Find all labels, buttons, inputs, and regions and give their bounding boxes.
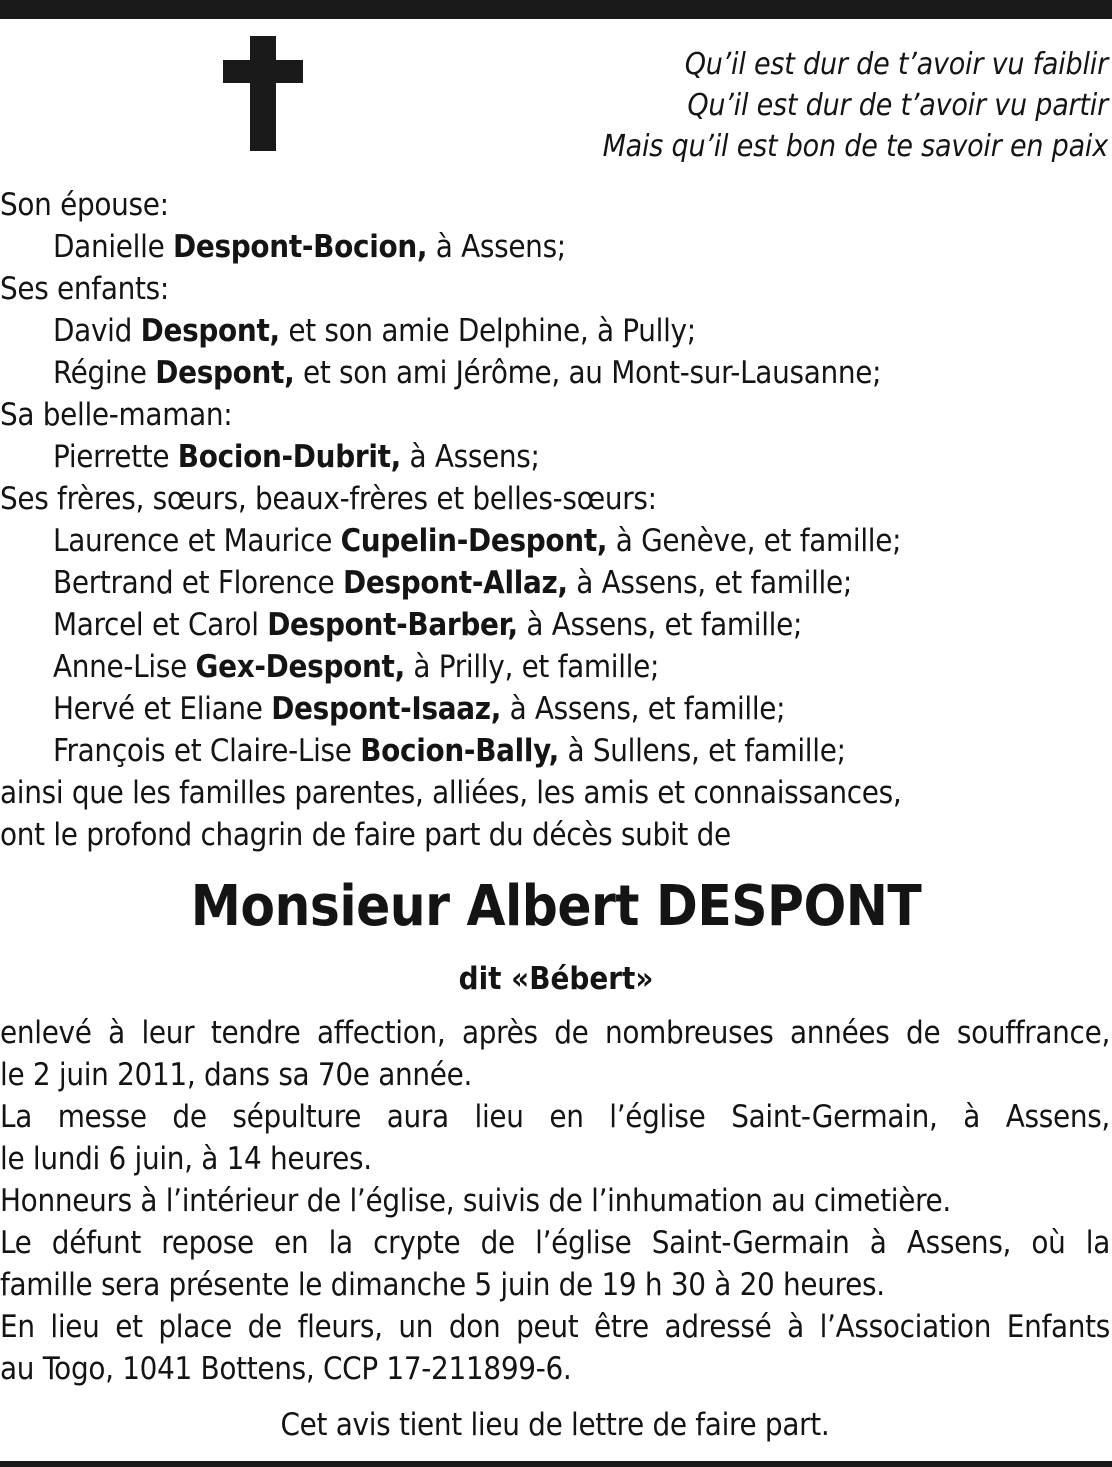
details-line: famille sera présente le dimanche 5 juin de 19 h 30 à 20 heures.	[0, 1267, 885, 1303]
spouse-heading: Son épouse:	[0, 187, 169, 223]
bottom-rule	[0, 1461, 1112, 1467]
cross-icon	[223, 36, 303, 151]
details-line: Le défunt repose en la crypte de l’église Saint-Germain à Assens, où la	[0, 1225, 1110, 1261]
details-line: le 2 juin 2011, dans sa 70e année.	[0, 1057, 473, 1093]
sibling-entry: Bertrand et Florence Despont-Allaz, à Assens, et famille;	[53, 565, 852, 601]
poem-line: Qu’il est dur de t’avoir vu partir	[687, 88, 1108, 123]
closing-line: ont le profond chagrin de faire part du décès subit de	[0, 817, 731, 853]
poem	[603, 44, 1108, 167]
footer-note: Cet avis tient lieu de lettre de faire part.	[280, 1407, 830, 1443]
details-line: enlevé à leur tendre affection, après de nombreuses années de souffrance,	[0, 1015, 1110, 1051]
closing-line: ainsi que les familles parentes, alliées, les amis et connaissances,	[0, 775, 902, 811]
deceased-nickname: dit «Bébert»	[458, 961, 654, 997]
poem-line: Mais qu’il est bon de te savoir en paix	[602, 129, 1108, 164]
poem-line: Qu’il est dur de t’avoir vu faiblir	[684, 47, 1108, 82]
sibling-entry: Marcel et Carol Despont-Barber, à Assens, et famille;	[53, 607, 803, 643]
child-entry: David Despont, et son amie Delphine, à Pully;	[53, 313, 696, 349]
mil-entry: Pierrette Bocion-Dubrit, à Assens;	[53, 439, 540, 475]
deceased-name: Monsieur Albert DESPONT	[190, 874, 922, 939]
details-line: au Togo, 1041 Bottens, CCP 17-211899-6.	[0, 1351, 572, 1387]
children-heading: Ses enfants:	[0, 271, 169, 307]
sibling-entry: Anne-Lise Gex-Despont, à Prilly, et famille;	[53, 649, 660, 685]
sibling-entry: Hervé et Eliane Despont-Isaaz, à Assens, et famille;	[53, 691, 786, 727]
sibling-entry: Laurence et Maurice Cupelin-Despont, à Genève, et famille;	[53, 523, 902, 559]
spouse-entry: Danielle Despont-Bocion, à Assens;	[53, 229, 566, 265]
details-line: La messe de sépulture aura lieu en l’église Saint-Germain, à Assens,	[0, 1099, 1110, 1135]
details-line: le lundi 6 juin, à 14 heures.	[0, 1141, 372, 1177]
details-line: En lieu et place de fleurs, un don peut être adressé à l’Association Enfants	[0, 1309, 1110, 1345]
child-entry: Régine Despont, et son ami Jérôme, au Mont-sur-Lausanne;	[53, 355, 882, 391]
sibling-entry: François et Claire-Lise Bocion-Bally, à Sullens, et famille;	[53, 733, 846, 769]
mil-heading: Sa belle-maman:	[0, 397, 233, 433]
siblings-heading: Ses frères, sœurs, beaux-frères et belles-sœurs:	[0, 481, 657, 517]
details-line: Honneurs à l’intérieur de l’église, suivis de l’inhumation au cimetière.	[0, 1183, 951, 1219]
top-rule	[0, 0, 1112, 19]
